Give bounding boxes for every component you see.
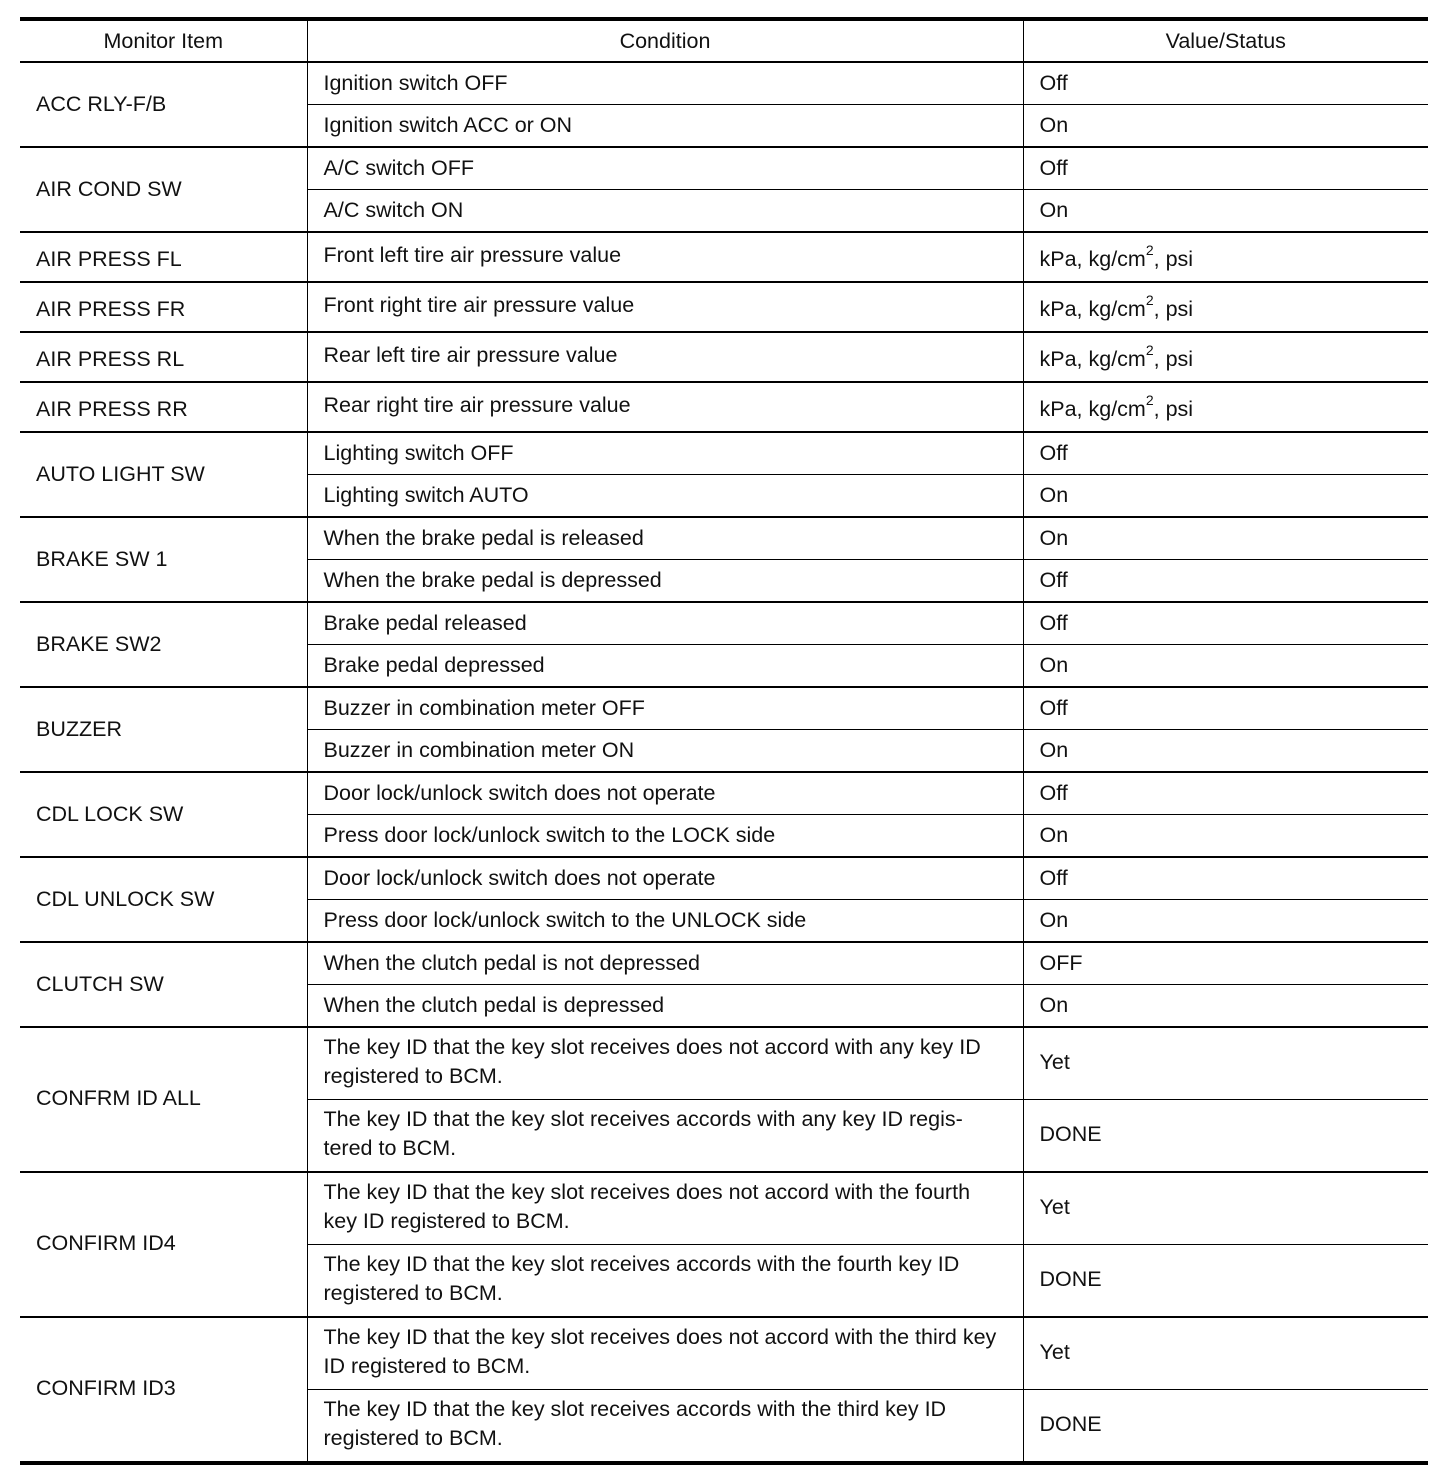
table-row bbox=[20, 1027, 1428, 1100]
condition-cell: The key ID that the key slot receives accords with the third key ID registered to BCM. bbox=[307, 1390, 1023, 1464]
condition-cell: Rear right tire air pressure value bbox=[307, 382, 1023, 432]
condition-cell: The key ID that the key slot receives does not accord with the third key ID registered to BCM. bbox=[307, 1317, 1023, 1390]
monitor-item-cell: AIR PRESS FL bbox=[20, 232, 307, 282]
condition-cell: Ignition switch OFF bbox=[307, 62, 1023, 105]
table-row bbox=[20, 382, 1428, 432]
table-body bbox=[20, 62, 1428, 1463]
unit-suffix: , psi bbox=[1153, 396, 1194, 421]
monitor-item-cell: CDL LOCK SW bbox=[20, 772, 307, 857]
monitor-item-table bbox=[20, 17, 1428, 1465]
value-status-cell bbox=[1023, 382, 1428, 432]
condition-cell: Press door lock/unlock switch to the UNLOCK side bbox=[307, 900, 1023, 943]
value-status-cell: DONE bbox=[1023, 1245, 1428, 1318]
condition-cell: Front left tire air pressure value bbox=[307, 232, 1023, 282]
unit-label: kPa, kg/cm bbox=[1039, 346, 1146, 371]
monitor-item-cell: BRAKE SW 1 bbox=[20, 517, 307, 602]
unit-superscript: 2 bbox=[1145, 392, 1154, 409]
condition-cell: Front right tire air pressure value bbox=[307, 282, 1023, 332]
table-row bbox=[20, 1172, 1428, 1245]
condition-cell: The key ID that the key slot receives does not accord with the fourth key ID registered to BCM. bbox=[307, 1172, 1023, 1245]
condition-cell: Lighting switch AUTO bbox=[307, 475, 1023, 518]
value-status-cell: On bbox=[1023, 815, 1428, 858]
value-status-cell: On bbox=[1023, 730, 1428, 773]
value-status-cell: DONE bbox=[1023, 1390, 1428, 1464]
condition-cell: The key ID that the key slot receives accords with the fourth key ID registered to BCM. bbox=[307, 1245, 1023, 1318]
monitor-item-cell: AIR COND SW bbox=[20, 147, 307, 232]
table-row bbox=[20, 857, 1428, 900]
value-status-cell: On bbox=[1023, 105, 1428, 148]
value-status-cell: Off bbox=[1023, 772, 1428, 815]
value-status-cell: Yet bbox=[1023, 1317, 1428, 1390]
value-status-cell: Off bbox=[1023, 857, 1428, 900]
unit-suffix: , psi bbox=[1153, 296, 1194, 321]
value-status-cell: Off bbox=[1023, 602, 1428, 645]
value-status-cell: On bbox=[1023, 645, 1428, 688]
monitor-item-cell: ACC RLY-F/B bbox=[20, 62, 307, 147]
unit-superscript: 2 bbox=[1145, 292, 1154, 309]
monitor-item-cell: BUZZER bbox=[20, 687, 307, 772]
condition-cell: When the clutch pedal is not depressed bbox=[307, 942, 1023, 985]
table-row bbox=[20, 687, 1428, 730]
monitor-item-cell: CLUTCH SW bbox=[20, 942, 307, 1027]
value-status-cell: On bbox=[1023, 900, 1428, 943]
condition-cell: Brake pedal depressed bbox=[307, 645, 1023, 688]
table-row bbox=[20, 332, 1428, 382]
monitor-item-cell: AIR PRESS FR bbox=[20, 282, 307, 332]
header-value-status: Value/Status bbox=[1023, 19, 1428, 62]
value-status-cell: Off bbox=[1023, 147, 1428, 190]
unit-suffix: , psi bbox=[1153, 346, 1194, 371]
condition-cell: The key ID that the key slot receives accords with any key ID regis-tered to BCM. bbox=[307, 1100, 1023, 1173]
table-row bbox=[20, 942, 1428, 985]
monitor-item-cell: AIR PRESS RL bbox=[20, 332, 307, 382]
value-status-cell: On bbox=[1023, 517, 1428, 560]
unit-superscript: 2 bbox=[1145, 242, 1154, 259]
value-status-cell bbox=[1023, 282, 1428, 332]
monitor-item-cell: CDL UNLOCK SW bbox=[20, 857, 307, 942]
condition-cell: The key ID that the key slot receives does not accord with any key ID registered to BCM. bbox=[307, 1027, 1023, 1100]
table-row bbox=[20, 772, 1428, 815]
value-status-cell: Off bbox=[1023, 62, 1428, 105]
condition-cell: Door lock/unlock switch does not operate bbox=[307, 772, 1023, 815]
value-status-cell: Off bbox=[1023, 432, 1428, 475]
table-row bbox=[20, 432, 1428, 475]
unit-label: kPa, kg/cm bbox=[1039, 296, 1146, 321]
monitor-item-cell: AUTO LIGHT SW bbox=[20, 432, 307, 517]
table-header-row bbox=[20, 19, 1428, 62]
condition-cell: Door lock/unlock switch does not operate bbox=[307, 857, 1023, 900]
table-row bbox=[20, 282, 1428, 332]
condition-cell: Brake pedal released bbox=[307, 602, 1023, 645]
value-status-cell: Yet bbox=[1023, 1172, 1428, 1245]
unit-label: kPa, kg/cm bbox=[1039, 246, 1146, 271]
table-row bbox=[20, 517, 1428, 560]
condition-cell: When the clutch pedal is depressed bbox=[307, 985, 1023, 1028]
table-row bbox=[20, 602, 1428, 645]
condition-cell: When the brake pedal is released bbox=[307, 517, 1023, 560]
unit-label: kPa, kg/cm bbox=[1039, 396, 1146, 421]
unit-suffix: , psi bbox=[1153, 246, 1194, 271]
value-status-cell: Off bbox=[1023, 560, 1428, 603]
value-status-cell bbox=[1023, 232, 1428, 282]
monitor-item-cell: BRAKE SW2 bbox=[20, 602, 307, 687]
monitor-item-cell: CONFIRM ID4 bbox=[20, 1172, 307, 1317]
header-condition: Condition bbox=[307, 19, 1023, 62]
header-monitor-item: Monitor Item bbox=[20, 19, 307, 62]
table-row bbox=[20, 62, 1428, 105]
condition-cell: Lighting switch OFF bbox=[307, 432, 1023, 475]
condition-cell: Press door lock/unlock switch to the LOCK side bbox=[307, 815, 1023, 858]
condition-cell: A/C switch OFF bbox=[307, 147, 1023, 190]
value-status-cell: On bbox=[1023, 475, 1428, 518]
unit-superscript: 2 bbox=[1145, 342, 1154, 359]
value-status-cell: OFF bbox=[1023, 942, 1428, 985]
table-row bbox=[20, 232, 1428, 282]
condition-cell: Ignition switch ACC or ON bbox=[307, 105, 1023, 148]
value-status-cell: DONE bbox=[1023, 1100, 1428, 1173]
table-row bbox=[20, 1317, 1428, 1390]
monitor-item-cell: CONFIRM ID3 bbox=[20, 1317, 307, 1463]
condition-cell: Rear left tire air pressure value bbox=[307, 332, 1023, 382]
value-status-cell: Yet bbox=[1023, 1027, 1428, 1100]
value-status-cell bbox=[1023, 332, 1428, 382]
value-status-cell: On bbox=[1023, 190, 1428, 233]
condition-cell: When the brake pedal is depressed bbox=[307, 560, 1023, 603]
condition-cell: Buzzer in combination meter OFF bbox=[307, 687, 1023, 730]
table-row bbox=[20, 147, 1428, 190]
condition-cell: A/C switch ON bbox=[307, 190, 1023, 233]
value-status-cell: On bbox=[1023, 985, 1428, 1028]
value-status-cell: Off bbox=[1023, 687, 1428, 730]
monitor-item-cell: AIR PRESS RR bbox=[20, 382, 307, 432]
monitor-item-cell: CONFRM ID ALL bbox=[20, 1027, 307, 1172]
condition-cell: Buzzer in combination meter ON bbox=[307, 730, 1023, 773]
